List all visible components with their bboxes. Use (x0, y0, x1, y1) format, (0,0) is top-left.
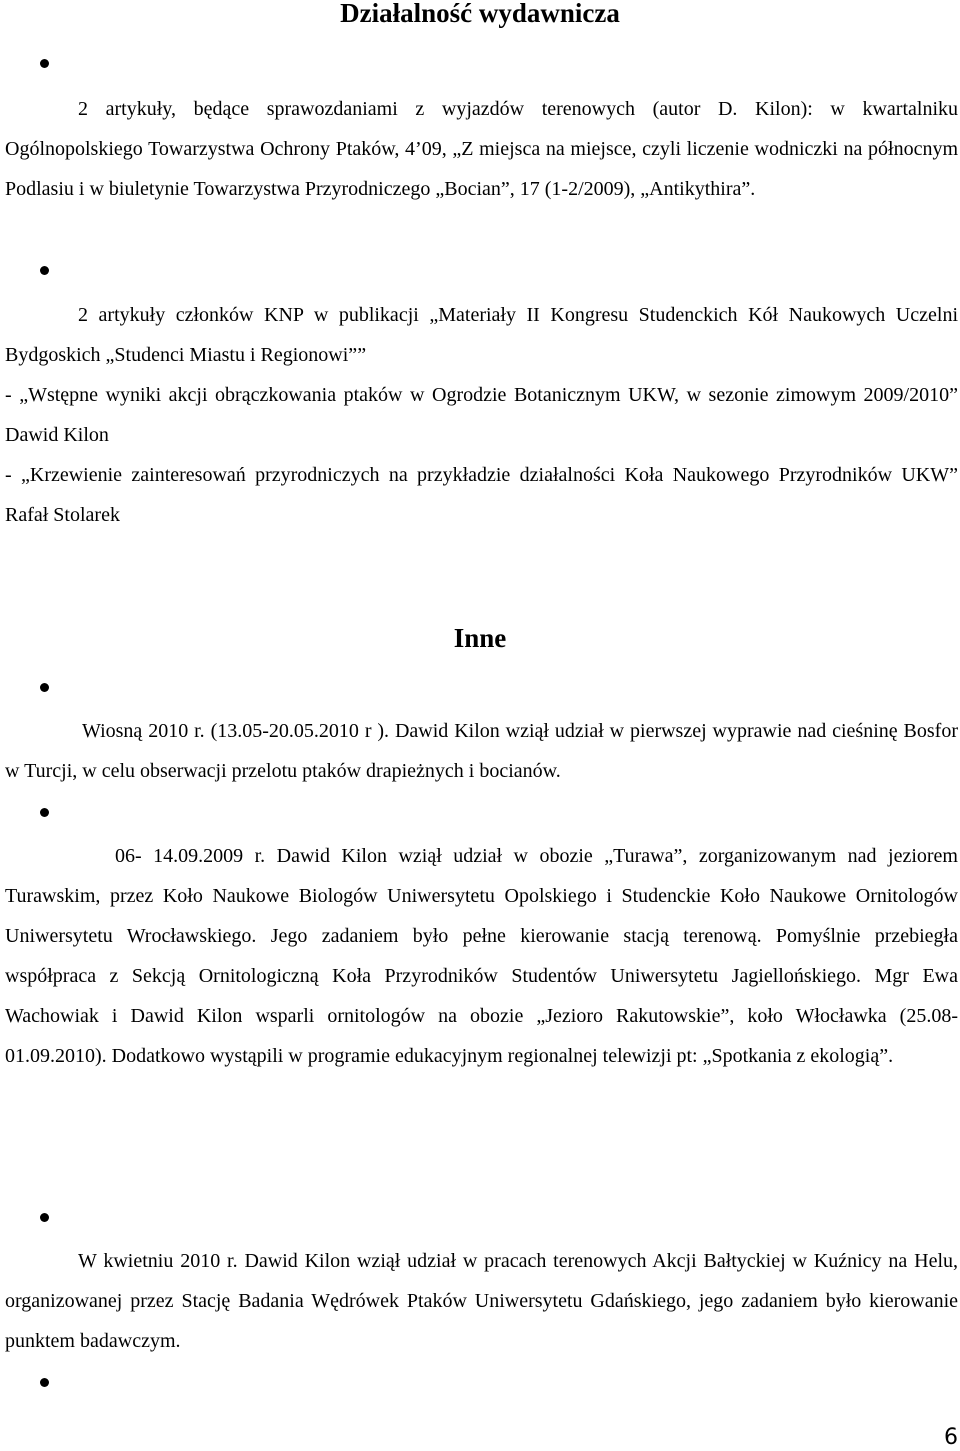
page-number: 6 (944, 1425, 958, 1450)
bullet-icon (40, 266, 49, 275)
section-title-publishing: Działalność wydawnicza (340, 0, 620, 28)
bullet-icon (40, 59, 49, 68)
bullet-icon (40, 808, 49, 817)
bullet-icon (40, 1378, 49, 1387)
paragraph-publishing-knp-articles: 2 artykuły członków KNP w publikacji „Materiały II Kongresu Studenckich Kół Naukowych Uczelni Bydgoskich „Studenci Miastu i Regionowi”” (5, 304, 958, 366)
paragraph-article-ringing: - „Wstępne wyniki akcji obrączkowania ptaków w Ogrodzie Botanicznym UKW, w sezonie zimowym 2009/2010” Dawid Kilon (5, 384, 958, 446)
bullet-icon (40, 683, 49, 692)
paragraph-article-interests: - „Krzewienie zainteresowań przyrodniczych na przykładzie działalności Koła Naukowego Przyrodników UKW” Rafał Stolarek (5, 464, 958, 526)
bullet-icon (40, 1213, 49, 1222)
paragraph-turawa-camp: 06- 14.09.2009 r. Dawid Kilon wziął udział w obozie „Turawa”, zorganizowanym nad jeziorem Turawskim, przez Koło Naukowe Biologów Uniwersytetu Opolskiego i Studenckie Koło Naukowe Ornitologów Uniwersytetu Wrocławskiego. Jego zadaniem było pełne kierowanie stacją terenową. Pomyślnie przebiegła współpraca z Sekcją Ornitologiczną Koła Przyrodników Studentów Uniwersytetu Jagiellońskiego. Mgr Ewa Wachowiak i Dawid Kilon wsparli ornitologów na obozie „Jezioro Rakutowskie”, koło Włocławka (25.08-01.09.2010). Dodatkowo wystąpili w programie edukacyjnym regionalnej telewizji pt: „Spotkania z ekologią”. (5, 845, 958, 1067)
section-title-other: Inne (453, 623, 507, 653)
paragraph-publishing-reports: 2 artykuły, będące sprawozdaniami z wyjazdów terenowych (autor D. Kilon): w kwartalniku Ogólnopolskiego Towarzystwa Ochrony Ptaków, 4’09, „Z miejsca na miejsce, czyli liczenie wodniczki na północnym Podlasiu i w biuletynie Towarzystwa Przyrodniczego „Bocian”, 17 (1-2/2009), „Antikythira”. (5, 98, 958, 200)
paragraph-baltic-action: W kwietniu 2010 r. Dawid Kilon wziął udział w pracach terenowych Akcji Bałtyckiej w Kuźnicy na Helu, organizowanej przez Stację Badania Wędrówek Ptaków Uniwersytetu Gdańskiego, jego zadaniem było kierowanie punktem badawczym. (5, 1250, 958, 1352)
paragraph-bosphorus-expedition: Wiosną 2010 r. (13.05-20.05.2010 r ). Dawid Kilon wziął udział w pierwszej wyprawie nad cieśninę Bosfor w Turcji, w celu obserwacji przelotu ptaków drapieżnych i bocianów. (5, 720, 958, 782)
